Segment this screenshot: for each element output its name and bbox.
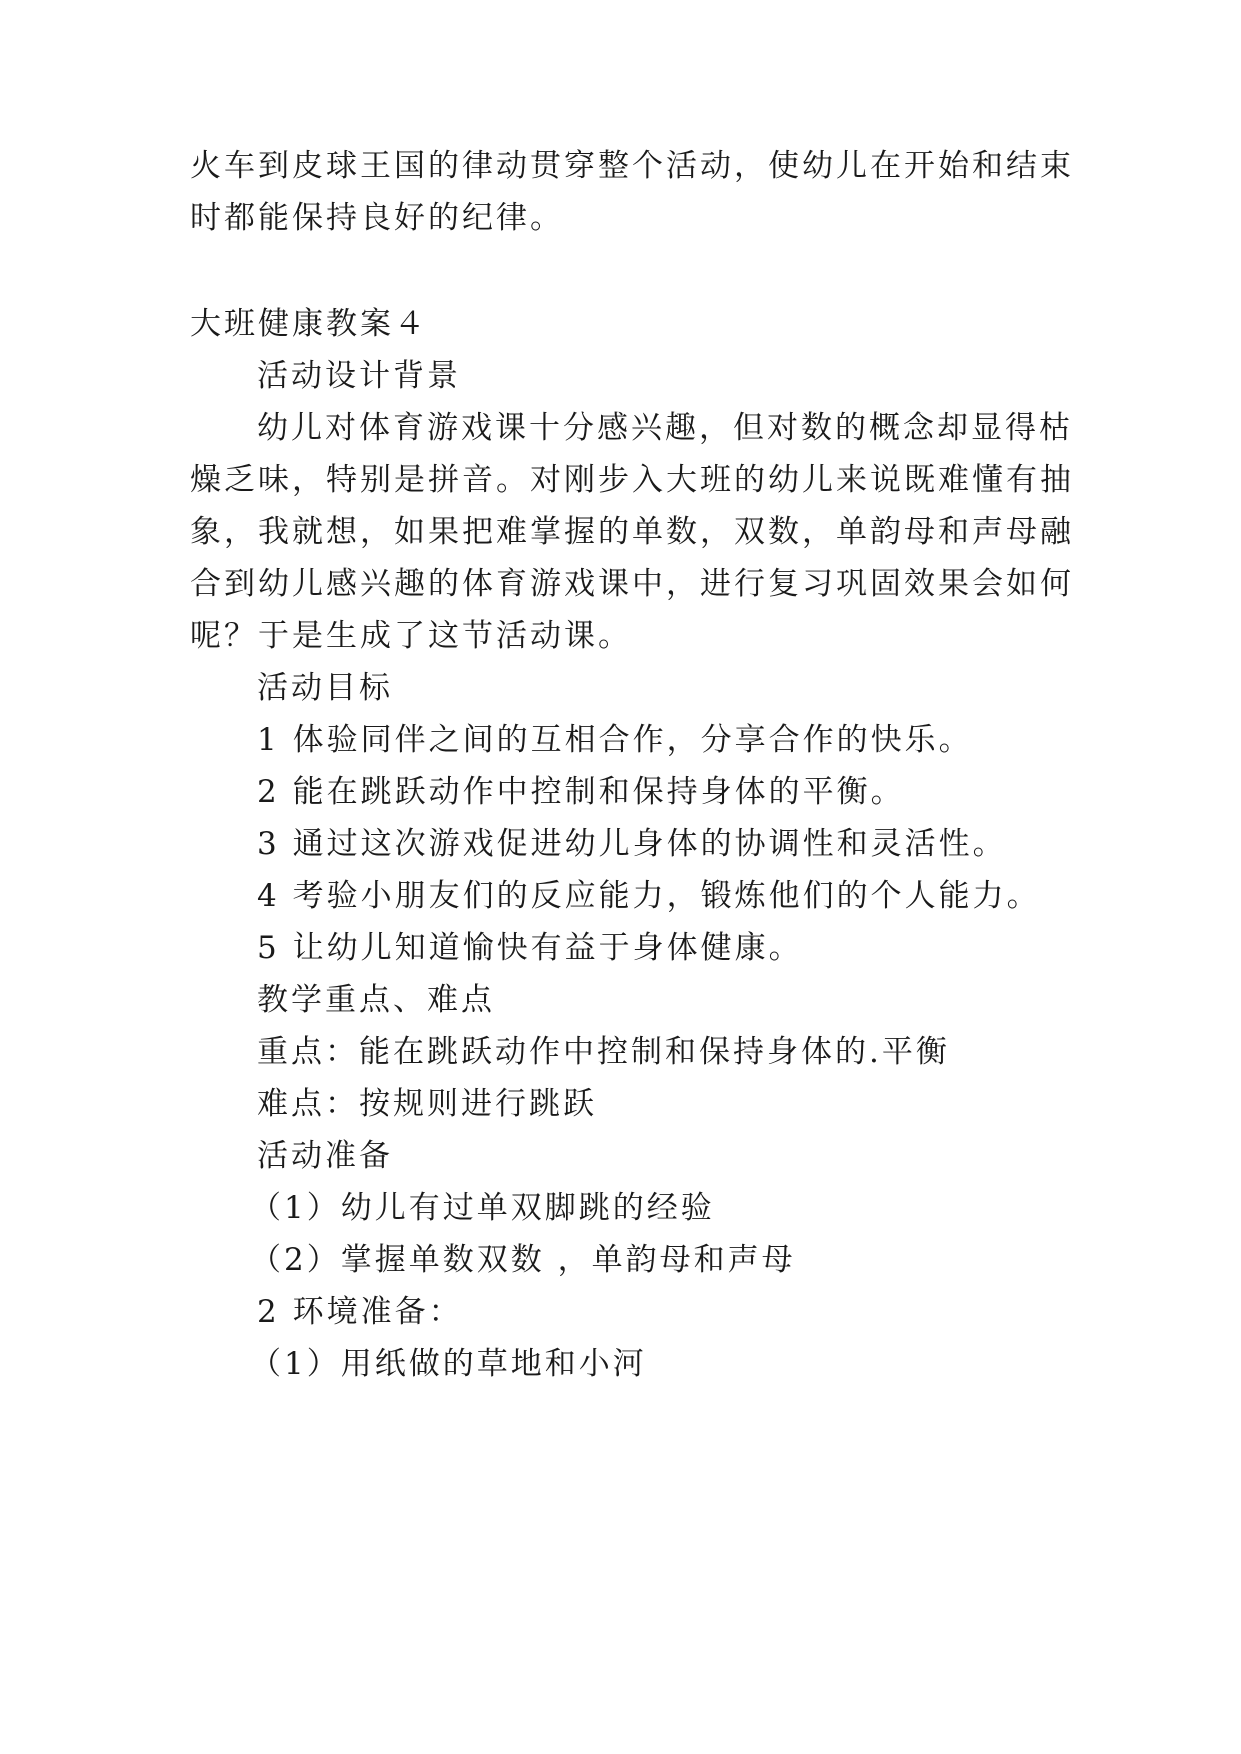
goal-item-3: 3 通过这次游戏促进幼儿身体的协调性和灵活性。 [257, 826, 1007, 862]
continuation-line-1: 火车到皮球王国的律动贯穿整个活动，使幼儿在开始和结束 [190, 148, 1074, 184]
goal-item-4: 4 考验小朋友们的反应能力，锻炼他们的个人能力。 [257, 878, 1041, 914]
goals-heading: 活动目标 [257, 670, 393, 706]
goal-item-5: 5 让幼儿知道愉快有益于身体健康。 [257, 930, 803, 966]
background-paragraph-line-5: 呢？于是生成了这节活动课。 [190, 618, 632, 654]
preparation-item-1: （1）幼儿有过单双脚跳的经验 [250, 1190, 715, 1226]
background-paragraph-line-1: 幼儿对体育游戏课十分感兴趣，但对数的概念却显得枯 [257, 410, 1073, 446]
key-points-heading: 教学重点、难点 [257, 982, 495, 1018]
continuation-line-2: 时都能保持良好的纪律。 [190, 200, 564, 236]
difficult-point: 难点：按规则进行跳跃 [257, 1086, 597, 1122]
preparation-item-2: （2）掌握单数双数 ，单韵母和声母 [250, 1242, 796, 1278]
section-title: 大班健康教案４ [190, 306, 428, 342]
goal-item-2: 2 能在跳跃动作中控制和保持身体的平衡。 [257, 774, 905, 810]
goal-item-1: 1 体验同伴之间的互相合作，分享合作的快乐。 [257, 722, 973, 758]
environment-heading: 2 环境准备： [257, 1294, 463, 1330]
background-paragraph-line-4: 合到幼儿感兴趣的体育游戏课中，进行复习巩固效果会如何 [190, 566, 1074, 602]
background-heading: 活动设计背景 [257, 358, 461, 394]
preparation-heading: 活动准备 [257, 1138, 393, 1174]
environment-item-1: （1）用纸做的草地和小河 [250, 1346, 647, 1382]
background-paragraph-line-3: 象，我就想，如果把难掌握的单数，双数，单韵母和声母融 [190, 514, 1074, 550]
key-point: 重点：能在跳跃动作中控制和保持身体的.平衡 [257, 1034, 950, 1070]
background-paragraph-line-2: 燥乏味，特别是拼音。对刚步入大班的幼儿来说既难懂有抽 [190, 462, 1074, 498]
